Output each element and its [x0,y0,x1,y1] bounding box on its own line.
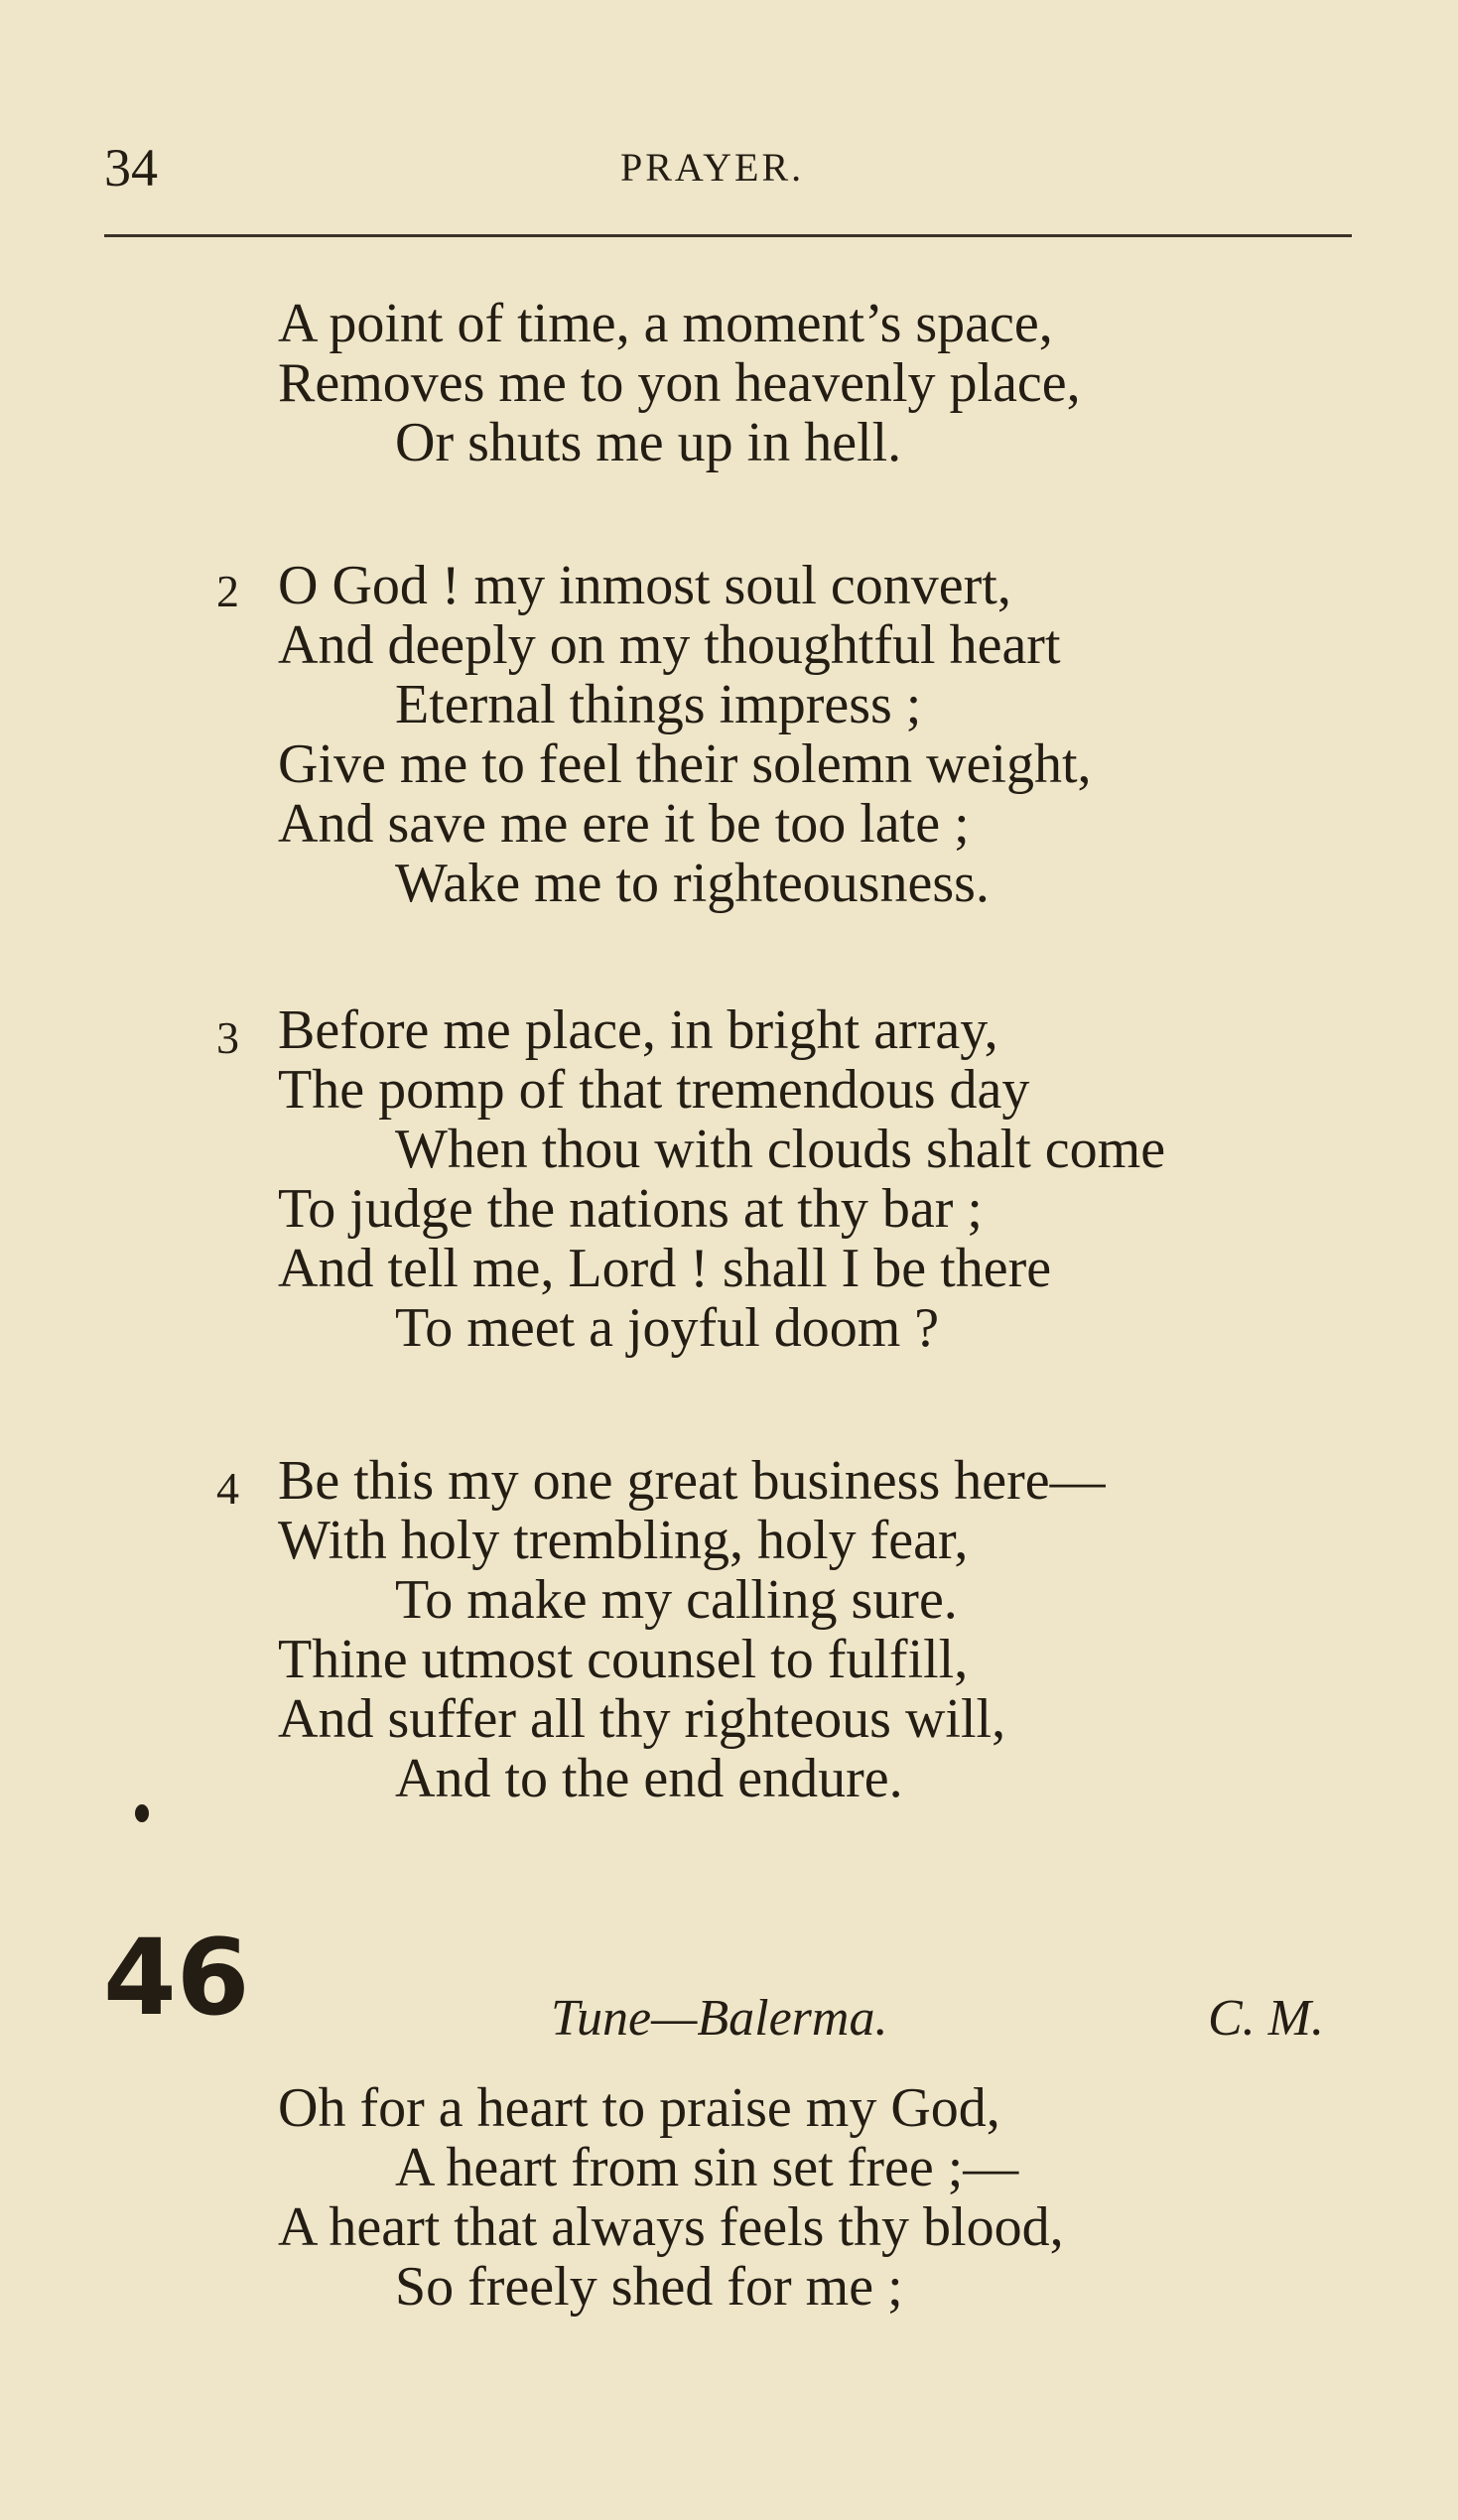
verse-line: And deeply on my thoughtful heart [278,614,1061,676]
verse-line: The pomp of that tremendous day [278,1059,1030,1121]
verse-line: To make my calling sure. [395,1569,958,1631]
verse-line: With holy trembling, holy fear, [278,1510,969,1571]
stanza-1 [278,294,1081,472]
verse-line: Be this my one great business here— [278,1450,1106,1512]
verse-line: When thou with clouds shalt come [395,1119,1166,1180]
printer-mark-dot [135,1804,149,1822]
header-rule [104,234,1352,237]
hymn-46-stanza-1 [278,2078,1064,2317]
stanza-number: 2 [216,566,239,616]
verse-line: And save me ere it be too late ; [278,793,970,855]
verse-line: Give me to feel their solemn weight, [278,733,1092,795]
verse-line: So freely shed for me ; [395,2256,903,2318]
verse-line: A point of time, a moment’s space, [278,293,1053,354]
verse-line: Oh for a heart to praise my God, [278,2077,1000,2139]
stanza-number: 3 [216,1012,239,1063]
verse-line: Thine utmost counsel to fulfill, [278,1629,969,1690]
verse-line: Removes me to yon heavenly place, [278,352,1081,414]
verse-line: O God ! my inmost soul convert, [278,555,1011,616]
page-number: 34 [104,138,158,198]
verse-line: And to the end endure. [395,1748,903,1809]
stanza-number: 4 [216,1463,239,1514]
verse-line: Eternal things impress ; [395,674,922,735]
verse-line: Before me place, in bright array, [278,999,998,1061]
verse-line: To judge the nations at thy bar ; [278,1178,983,1240]
verse-line: A heart from sin set free ;— [395,2137,1019,2198]
stanza-3 [278,1000,1165,1358]
running-title: PRAYER. [620,145,805,190]
tune-name: Tune—Balerma. [551,1990,888,2047]
hymn-number: 46 [103,1917,250,2039]
verse-line: And suffer all thy righteous will, [278,1688,1006,1750]
stanza-4 [278,1451,1106,1808]
verse-line: To meet a joyful doom ? [395,1297,940,1359]
meter-label: C. M. [1208,1990,1324,2047]
verse-line: Wake me to righteousness. [395,853,990,914]
stanza-2 [278,556,1092,913]
verse-line: Or shuts me up in hell. [395,412,902,473]
verse-line: And tell me, Lord ! shall I be there [278,1238,1052,1299]
verse-line: A heart that always feels thy blood, [278,2196,1064,2258]
